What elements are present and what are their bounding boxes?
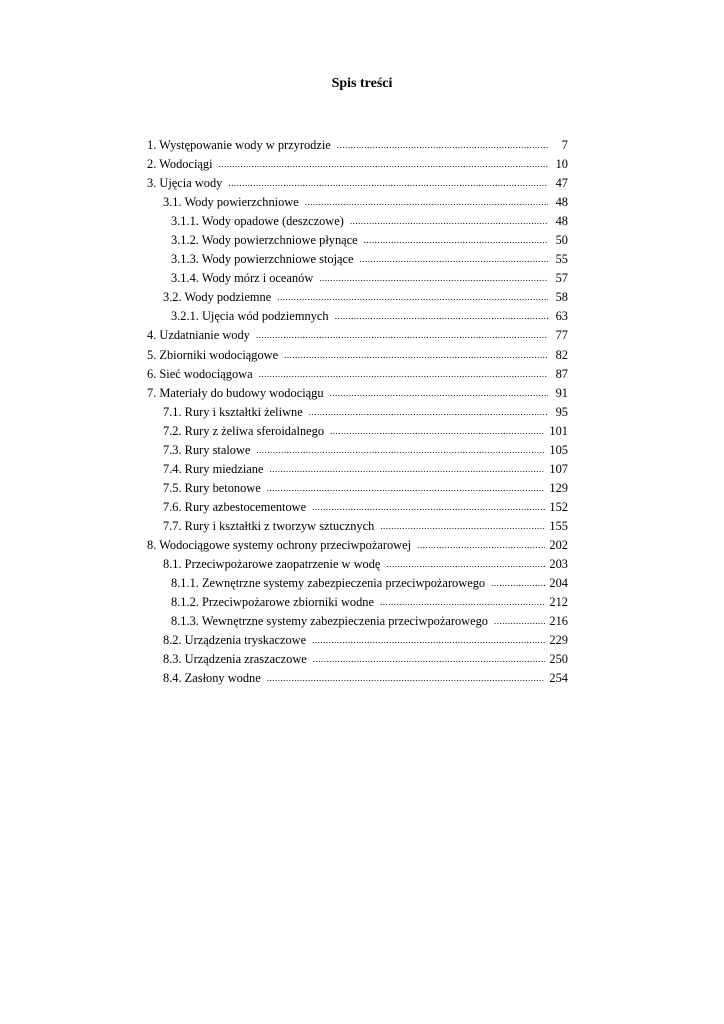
- dot-leader: [330, 422, 545, 441]
- dot-leader: [494, 612, 545, 631]
- toc-entry-label: 7.3. Rury stalowe: [163, 442, 251, 457]
- dot-leader: [305, 193, 548, 212]
- toc-entry-label: 3.1.1. Wody opadowe (deszczowe): [171, 214, 344, 229]
- toc-entry[interactable]: [147, 231, 568, 250]
- toc-entry-page-number: 95: [555, 404, 568, 419]
- toc-entry-page-number: 155: [549, 518, 568, 533]
- toc-entry-page-number: 57: [555, 271, 568, 286]
- dot-leader: [309, 403, 548, 422]
- dot-leader: [284, 346, 548, 365]
- dot-leader: [337, 136, 548, 155]
- toc-entry-page-number: 55: [555, 252, 568, 267]
- dot-leader: [269, 460, 545, 479]
- toc-entry-label: 3.1.3. Wody powierzchniowe stojące: [171, 252, 354, 267]
- toc-entry[interactable]: [147, 326, 568, 345]
- toc-entry[interactable]: [147, 593, 568, 612]
- dot-leader: [267, 479, 546, 498]
- toc-entry[interactable]: [147, 384, 568, 403]
- toc-entry-page-number: 101: [549, 423, 568, 438]
- toc-entry[interactable]: [147, 212, 568, 231]
- toc-entry-page-number: 48: [555, 214, 568, 229]
- dot-leader: [267, 669, 546, 688]
- toc-entry-page-number: 229: [549, 633, 568, 648]
- toc-entry[interactable]: [147, 365, 568, 384]
- toc-entry-page-number: 250: [549, 652, 568, 667]
- toc-entry-label: 7.1. Rury i kształtki żeliwne: [163, 404, 303, 419]
- dot-leader: [364, 231, 548, 250]
- toc-entry[interactable]: [147, 403, 568, 422]
- toc-entry-page-number: 63: [555, 309, 568, 324]
- toc-entry-page-number: 48: [555, 195, 568, 210]
- toc-entry[interactable]: [147, 498, 568, 517]
- toc-entry-page-number: 77: [555, 328, 568, 343]
- toc-entry-label: 7.7. Rury i kształtki z tworzyw sztucznych: [163, 518, 375, 533]
- toc-entry-label: 8.4. Zasłony wodne: [163, 671, 261, 686]
- toc-entry[interactable]: [147, 346, 568, 365]
- toc-entry-label: 7. Materiały do budowy wodociągu: [147, 385, 324, 400]
- dot-leader: [256, 326, 548, 345]
- toc-entry-page-number: 204: [549, 576, 568, 591]
- dot-leader: [335, 307, 548, 326]
- toc-entry-page-number: 216: [549, 614, 568, 629]
- toc-entry-label: 8. Wodociągowe systemy ochrony przeciwpożarowej: [147, 537, 412, 552]
- toc-entry[interactable]: [147, 574, 568, 593]
- toc-entry[interactable]: [147, 136, 568, 155]
- toc-entry[interactable]: [147, 288, 568, 307]
- toc-entry-page-number: 58: [555, 290, 568, 305]
- toc-entry[interactable]: [147, 555, 568, 574]
- toc-entry-label: 3.1.4. Wody mórz i oceanów: [171, 271, 314, 286]
- toc-entry-label: 3.1. Wody powierzchniowe: [163, 195, 299, 210]
- toc-entry-label: 3.1.2. Wody powierzchniowe płynące: [171, 233, 358, 248]
- toc-entry-label: 8.1.3. Wewnętrzne systemy zabezpieczenia przeciwpożarowego: [171, 614, 488, 629]
- toc-entry-label: 3. Ujęcia wody: [147, 176, 223, 191]
- dot-leader: [277, 288, 548, 307]
- toc-entry-page-number: 10: [555, 157, 568, 172]
- toc-entry-page-number: 50: [555, 233, 568, 248]
- dot-leader: [319, 269, 548, 288]
- dot-leader: [380, 593, 545, 612]
- toc-entry-page-number: 254: [549, 671, 568, 686]
- toc-entry-label: 5. Zbiorniki wodociągowe: [147, 347, 279, 362]
- dot-leader: [417, 536, 545, 555]
- toc-entry[interactable]: [147, 441, 568, 460]
- dot-leader: [312, 631, 545, 650]
- toc-entry-page-number: 87: [555, 366, 568, 381]
- dot-leader: [330, 384, 548, 403]
- toc-entry-label: 4. Uzdatnianie wody: [147, 328, 250, 343]
- dot-leader: [228, 174, 548, 193]
- dot-leader: [312, 498, 545, 517]
- toc-entry[interactable]: [147, 612, 568, 631]
- toc-entry[interactable]: [147, 460, 568, 479]
- toc-entry-label: 3.2. Wody podziemne: [163, 290, 272, 305]
- toc-entry-label: 8.2. Urządzenia tryskaczowe: [163, 633, 307, 648]
- toc-entry-page-number: 105: [549, 442, 568, 457]
- toc-entry[interactable]: [147, 631, 568, 650]
- toc-entry-page-number: 203: [549, 557, 568, 572]
- toc-entry[interactable]: [147, 193, 568, 212]
- dot-leader: [313, 650, 546, 669]
- toc-entry-label: 1. Występowanie wody w przyrodzie: [147, 138, 331, 152]
- dot-leader: [350, 212, 548, 231]
- dot-leader: [360, 250, 548, 269]
- toc-entry-page-number: 82: [555, 347, 568, 362]
- dot-leader: [386, 555, 545, 574]
- toc-entry-label: 8.1.2. Przeciwpożarowe zbiorniki wodne: [171, 595, 375, 610]
- toc-entry[interactable]: [147, 250, 568, 269]
- toc-entry[interactable]: [147, 517, 568, 536]
- toc-entry[interactable]: [147, 174, 568, 193]
- toc-entry[interactable]: [147, 536, 568, 555]
- toc-entry[interactable]: [147, 479, 568, 498]
- toc-entry-page-number: 107: [549, 461, 568, 476]
- toc-entry-page-number: 202: [549, 537, 568, 552]
- toc-entry[interactable]: [147, 307, 568, 326]
- dot-leader: [256, 441, 545, 460]
- toc-entry-page-number: 91: [555, 385, 568, 400]
- toc-entry[interactable]: [147, 422, 568, 441]
- dot-leader: [380, 517, 545, 536]
- toc-entry-label: 7.5. Rury betonowe: [163, 480, 261, 495]
- toc-entry-label: 6. Sieć wodociągowa: [147, 366, 253, 381]
- toc-entry-label: 7.2. Rury z żeliwa sferoidalnego: [163, 423, 325, 438]
- toc-entry[interactable]: [147, 155, 568, 174]
- toc-entry-page-number: 47: [555, 176, 568, 191]
- toc-entry-label: 8.3. Urządzenia zraszaczowe: [163, 652, 307, 667]
- toc-entry-page-number: 129: [549, 480, 568, 495]
- toc-entry-page-number: 152: [549, 499, 568, 514]
- toc-entry-label: 8.1. Przeciwpożarowe zaopatrzenie w wodę: [163, 557, 381, 572]
- toc-entry-label: 7.6. Rury azbestocementowe: [163, 499, 307, 514]
- dot-leader: [491, 574, 545, 593]
- toc-entry[interactable]: [147, 669, 568, 688]
- dot-leader: [219, 155, 548, 174]
- toc-entry-label: 7.4. Rury miedziane: [163, 461, 264, 476]
- toc-entry[interactable]: [147, 269, 568, 288]
- toc-entry-label: 8.1.1. Zewnętrzne systemy zabezpieczenia przeciwpożarowego: [171, 576, 486, 591]
- toc-entry-label: 3.2.1. Ujęcia wód podziemnych: [171, 309, 329, 324]
- toc-entry-label: 2. Wodociągi: [147, 157, 213, 172]
- table-of-contents: [147, 136, 568, 688]
- toc-entry[interactable]: [147, 650, 568, 669]
- toc-entry-page-number: 212: [549, 595, 568, 610]
- toc-entry-page-number: 7: [561, 138, 568, 152]
- page-title: Spis treści: [331, 76, 393, 91]
- dot-leader: [259, 365, 548, 384]
